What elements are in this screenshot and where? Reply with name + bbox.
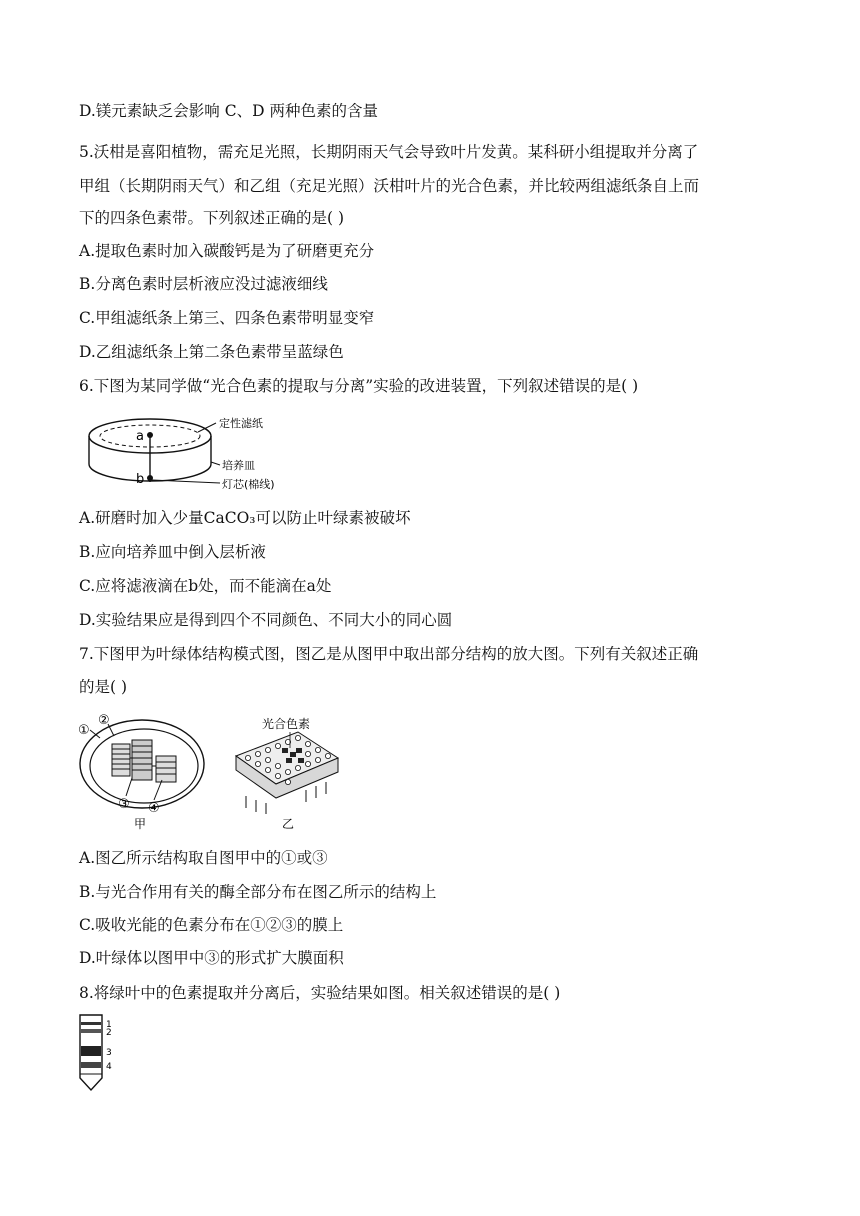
q5-option-d: D.乙组滤纸条上第二条色素带呈蓝绿色 <box>79 343 344 361</box>
q5-stem-line1: 5.沃柑是喜阳植物，需充足光照，长期阴雨天气会导致叶片发黄。某科研小组提取并分离了 <box>79 143 699 161</box>
thylakoid-membrane-diagram <box>236 716 338 831</box>
petri-dish-label: 培养皿 <box>222 459 255 472</box>
q7-option-c: C.吸收光能的色素分布在①②③的膜上 <box>79 916 344 934</box>
photosynthetic-pigment-label: 光合色素 <box>262 717 311 731</box>
q7-stem-line2: 的是( ) <box>79 678 128 696</box>
caption-yi: 乙 <box>282 817 295 831</box>
q8-paper-strip-figure <box>76 1014 126 1092</box>
q6-apparatus-figure <box>86 410 286 496</box>
q7-chloroplast-figure <box>76 708 346 834</box>
chloroplast-diagram <box>78 713 204 831</box>
q6-option-a: A.研磨时加入少量CaCO₃可以防止叶绿素被破坏 <box>79 509 411 527</box>
band-4-label: 4 <box>106 1062 112 1072</box>
q6-option-c: C.应将滤液滴在b处，而不能滴在a处 <box>79 577 332 595</box>
filter-paper-label: 定性滤纸 <box>219 417 263 430</box>
marker-4: ④ <box>148 801 160 816</box>
q6-stem: 6.下图为某同学做“光合色素的提取与分离”实验的改进装置，下列叙述错误的是( ) <box>79 377 639 395</box>
band-2-label: 2 <box>106 1028 112 1038</box>
q7-stem-line1: 7.下图甲为叶绿体结构模式图，图乙是从图甲中取出部分结构的放大图。下列有关叙述正确 <box>79 645 699 663</box>
point-b-label: b <box>136 472 145 487</box>
caption-jia: 甲 <box>134 817 147 831</box>
marker-3: ③ <box>118 797 130 812</box>
band-1-label: 1 <box>106 1020 112 1030</box>
q5-stem-line3: 下的四条色素带。下列叙述正确的是( ) <box>79 209 345 227</box>
q7-option-d: D.叶绿体以图甲中③的形式扩大膜面积 <box>79 949 344 967</box>
marker-1: ① <box>78 723 90 738</box>
q6-option-b: B.应向培养皿中倒入层析液 <box>79 543 266 561</box>
q5-option-a: A.提取色素时加入碳酸钙是为了研磨更充分 <box>79 242 375 260</box>
q4-option-d: D.镁元素缺乏会影响 C、D 两种色素的含量 <box>79 102 378 120</box>
q8-stem: 8.将绿叶中的色素提取并分离后，实验结果如图。相关叙述错误的是( ) <box>79 984 561 1002</box>
wick-label: 灯芯(棉线) <box>222 478 275 491</box>
q7-option-b: B.与光合作用有关的酶全部分布在图乙所示的结构上 <box>79 883 437 901</box>
band-3-label: 3 <box>106 1048 112 1058</box>
marker-2: ② <box>98 713 110 728</box>
point-a-label: a <box>136 429 144 444</box>
q7-option-a: A.图乙所示结构取自图甲中的①或③ <box>79 849 328 867</box>
q5-option-b: B.分离色素时层析液应没过滤液细线 <box>79 275 328 293</box>
q5-option-c: C.甲组滤纸条上第三、四条色素带明显变窄 <box>79 309 375 327</box>
q6-option-d: D.实验结果应是得到四个不同颜色、不同大小的同心圆 <box>79 611 453 629</box>
q5-stem-line2: 甲组（长期阴雨天气）和乙组（充足光照）沃柑叶片的光合色素，并比较两组滤纸条自上而 <box>79 177 700 195</box>
